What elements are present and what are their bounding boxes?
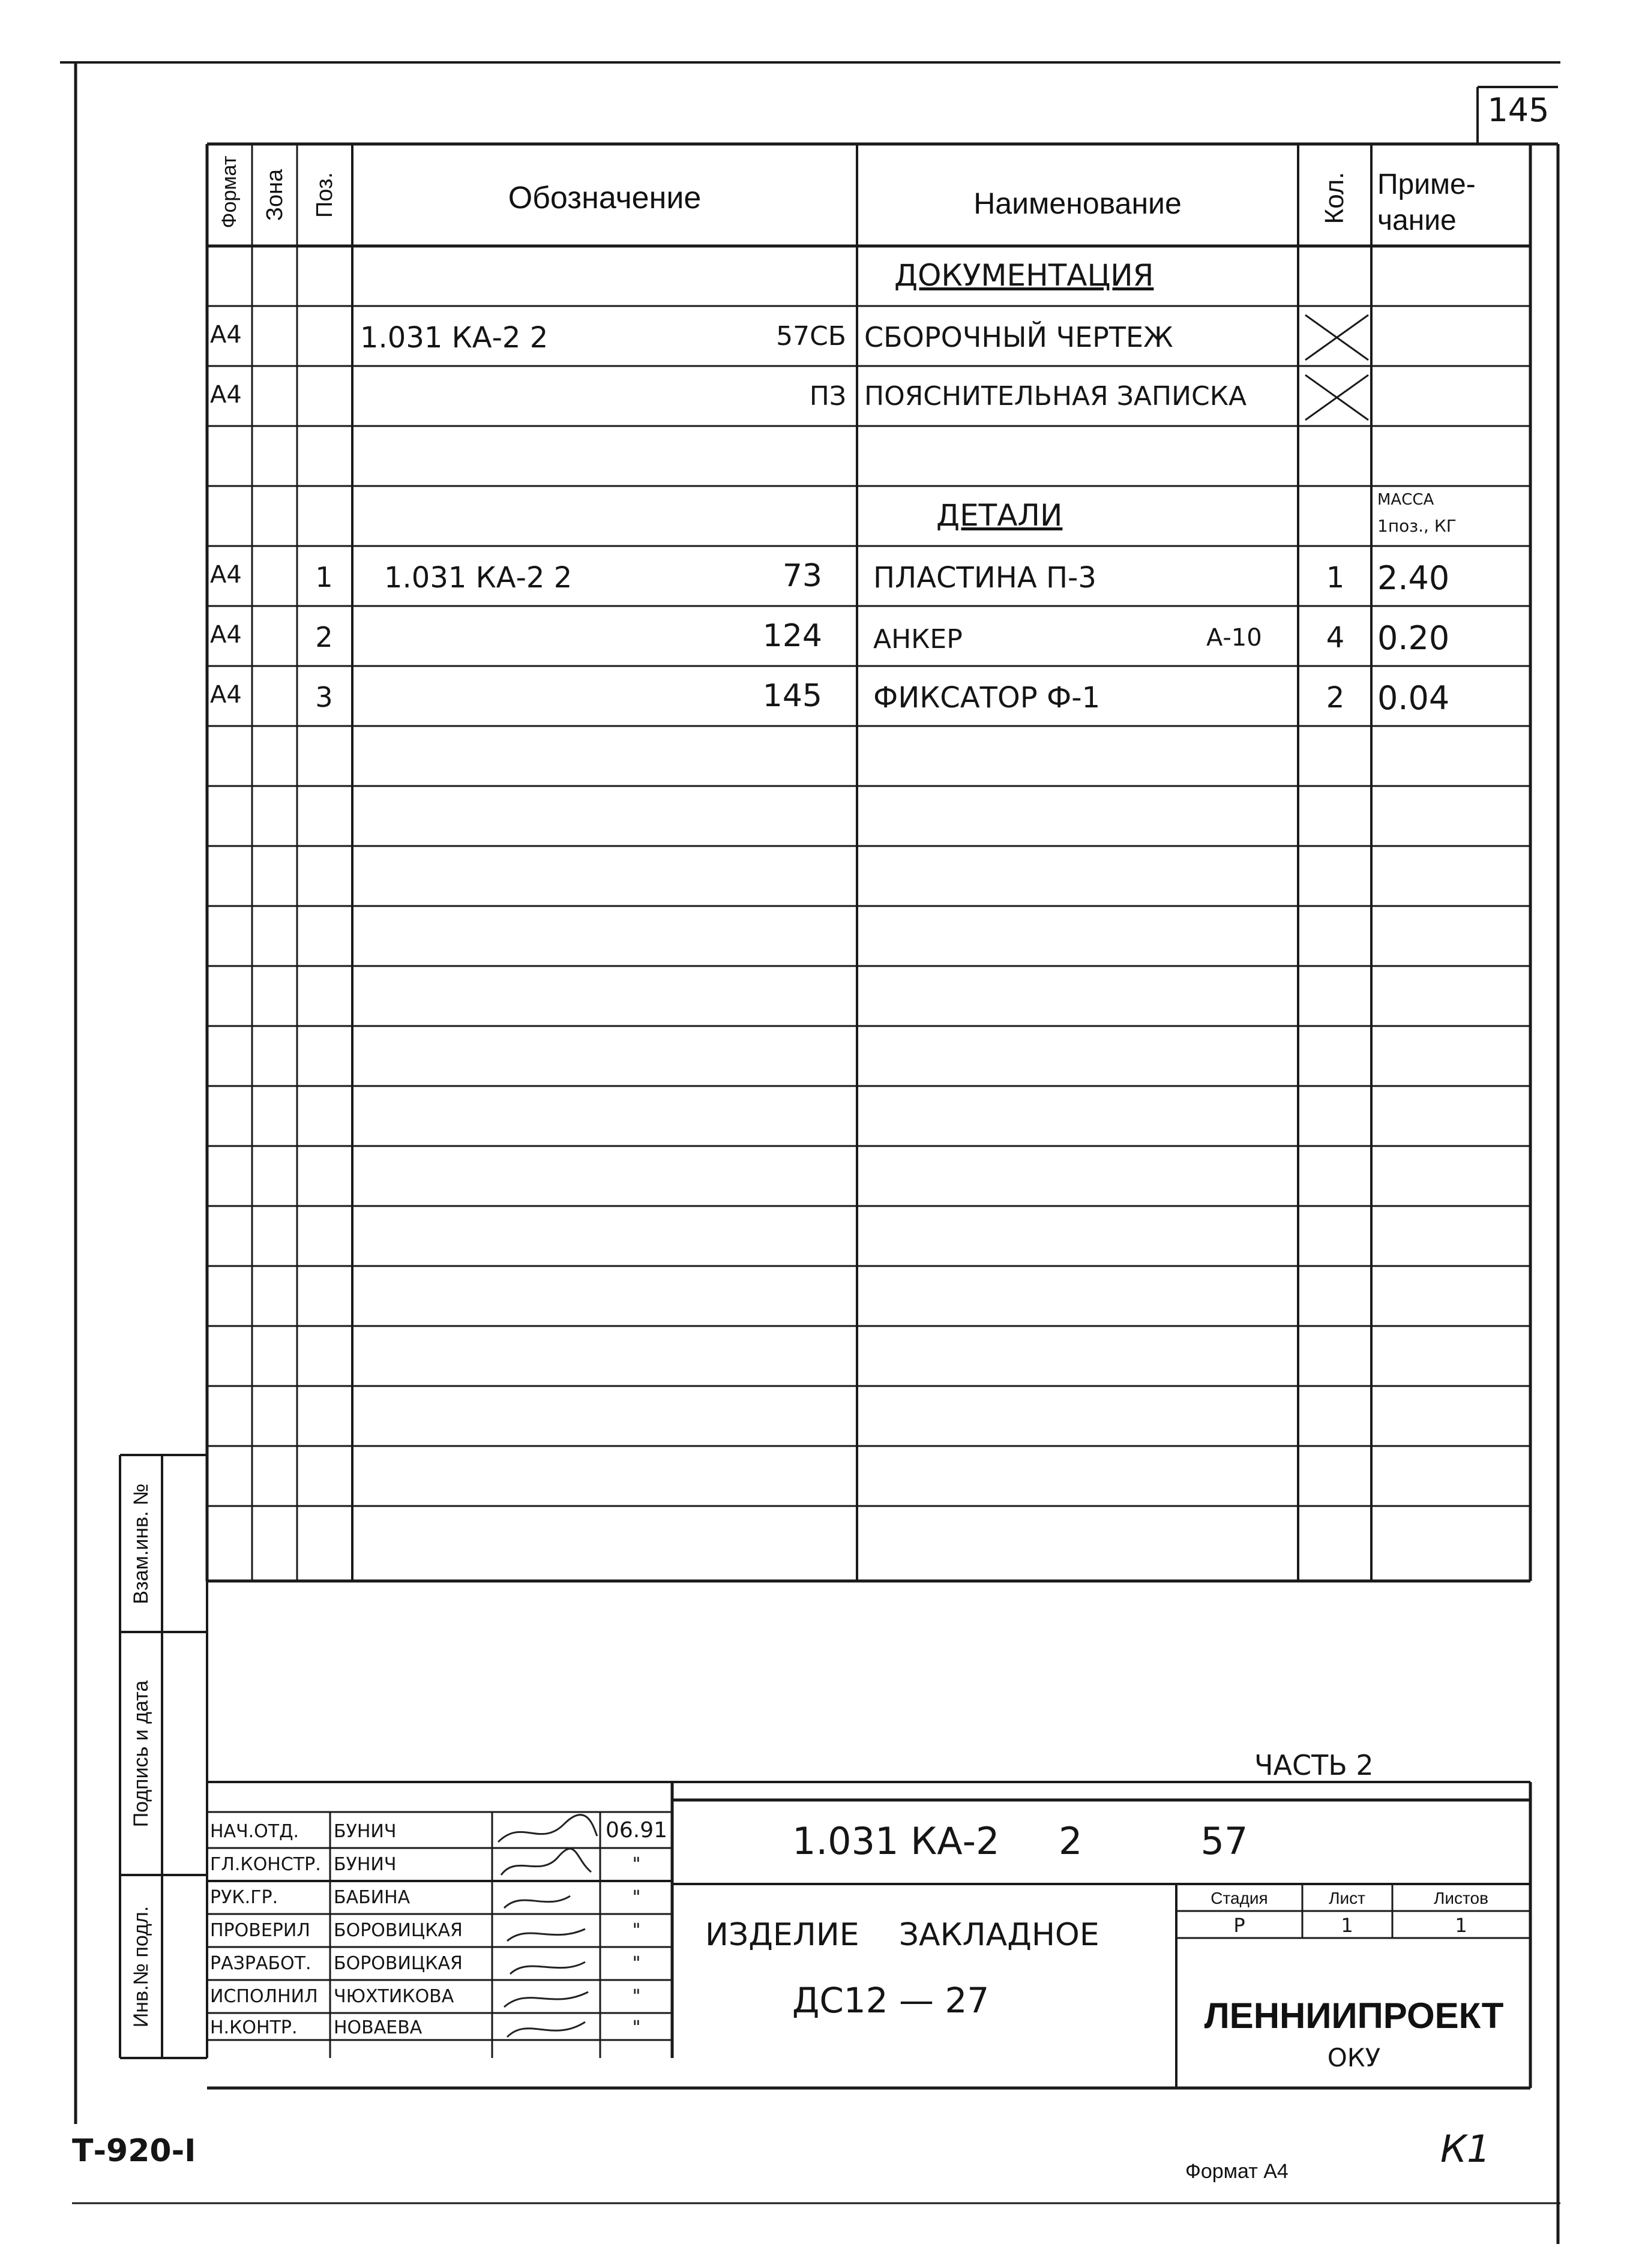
sig-name-1: БУНИЧ [334, 1821, 397, 1842]
doc-row-2-name: ПОЯСНИТЕЛЬНАЯ ЗАПИСКА [864, 381, 1247, 412]
product-title-line1: ИЗДЕЛИЕ ЗАКЛАДНОЕ [705, 1917, 1099, 1953]
sig-name-6: ЧЮХТИКОВА [334, 1986, 454, 2007]
header-note-line1: Приме- [1377, 169, 1476, 200]
sig-role-7: Н.КОНТР. [210, 2017, 298, 2038]
stage-header-stage: Стадия [1210, 1889, 1268, 1907]
part-row-3-qty: 2 [1326, 681, 1345, 715]
sig-date-3: " [632, 1887, 641, 1908]
part-row-2-format: А4 [210, 621, 242, 649]
paper-format: Формат А4 [1185, 2160, 1289, 2183]
doc-code: 1.031 КА-2 2 57 [792, 1819, 1248, 1863]
header-designation: Обозначение [508, 181, 702, 215]
mass-note-line1: МАССА [1377, 491, 1434, 509]
part-row-2-mark: А-10 [1206, 624, 1262, 652]
sig-date-7: " [632, 2017, 641, 2038]
part-row-1-designation: 1.031 КА-2 2 [384, 561, 573, 595]
album-code: Т-920-I [72, 2133, 196, 2169]
sheet-number: 145 [1487, 91, 1550, 129]
side-label-sign-date: Подпись и дата [130, 1680, 152, 1828]
part-row-3-name: ФИКСАТОР Ф-1 [873, 681, 1101, 715]
sheets-value: 1 [1455, 1914, 1467, 1937]
stage-value: Р [1233, 1914, 1245, 1937]
header-name: Наименование [973, 187, 1182, 220]
part-row-1-note: 2.40 [1377, 559, 1450, 597]
sig-role-3: РУК.ГР. [210, 1887, 278, 1908]
header-note-line2: чание [1377, 205, 1457, 236]
doc-row-1-designation: 1.031 КА-2 2 [360, 321, 549, 355]
sig-date-6: " [632, 1986, 641, 2007]
doc-row-1-format: А4 [210, 321, 242, 349]
sig-name-7: НОВАЕВА [334, 2017, 423, 2038]
part-row-3-pos: 3 [315, 681, 333, 713]
department-name: ОКУ [1327, 2043, 1381, 2072]
part-row-1-name: ПЛАСТИНА П-3 [873, 561, 1096, 595]
sig-role-5: РАЗРАБОТ. [210, 1953, 311, 1974]
side-label-inv-original: Инв.№ подл. [130, 1906, 152, 2028]
product-title-line2: ДС12 — 27 [792, 1980, 990, 2021]
part-row-2-note: 0.20 [1377, 619, 1450, 657]
part-row-1-qty: 1 [1326, 561, 1345, 595]
part-row-3-code: 145 [762, 678, 822, 714]
sig-name-4: БОРОВИЦКАЯ [334, 1920, 463, 1941]
header-pos: Поз. [312, 172, 337, 218]
doc-row-1-code: 57СБ [776, 321, 846, 352]
part-row-1-pos: 1 [315, 561, 333, 593]
stage-header-sheet: Лист [1329, 1889, 1365, 1907]
header-zone: Зона [262, 169, 287, 221]
part-row-2-name: АНКЕР [873, 624, 963, 655]
part-row-2-qty: 4 [1326, 621, 1345, 655]
part-row-3-format: А4 [210, 681, 242, 709]
sig-role-6: ИСПОЛНИЛ [210, 1986, 318, 2007]
part-row-1-code: 73 [782, 558, 822, 594]
sig-date-2: " [632, 1854, 641, 1875]
doc-row-2-code: ПЗ [809, 381, 846, 412]
part-row-3-note: 0.04 [1377, 679, 1450, 717]
stage-header-sheets: Листов [1434, 1889, 1488, 1907]
sig-role-1: НАЧ.ОТД. [210, 1821, 299, 1842]
part-row-1-format: А4 [210, 561, 242, 589]
part-row-2-code: 124 [762, 618, 822, 654]
doc-row-2-format: А4 [210, 381, 242, 409]
doc-row-1-name: СБОРОЧНЫЙ ЧЕРТЕЖ [864, 321, 1173, 353]
corner-mark: К1 [1440, 2127, 1491, 2171]
sig-date-5: " [632, 1953, 641, 1974]
sig-date-1: 06.91 [605, 1818, 668, 1843]
sheet-value: 1 [1341, 1914, 1353, 1937]
sig-name-5: БОРОВИЦКАЯ [334, 1953, 463, 1974]
header-format: Формат [218, 155, 241, 229]
sig-role-4: ПРОВЕРИЛ [210, 1920, 310, 1941]
section-parts: ДЕТАЛИ [936, 498, 1063, 533]
part-label: ЧАСТЬ 2 [1254, 1749, 1374, 1781]
sig-role-2: ГЛ.КОНСТР. [210, 1854, 321, 1875]
part-row-2-pos: 2 [315, 621, 333, 653]
header-qty: Кол. [1320, 172, 1349, 224]
mass-note-line2: 1поз., КГ [1377, 516, 1457, 536]
sig-name-2: БУНИЧ [334, 1854, 397, 1875]
sig-name-3: БАБИНА [334, 1887, 411, 1908]
organization-name: ЛЕННИИПРОЕКТ [1204, 1996, 1504, 2036]
sig-date-4: " [632, 1920, 641, 1941]
side-label-replaced-inv: Взам.инв. № [130, 1483, 152, 1604]
section-documentation: ДОКУМЕНТАЦИЯ [894, 258, 1154, 293]
